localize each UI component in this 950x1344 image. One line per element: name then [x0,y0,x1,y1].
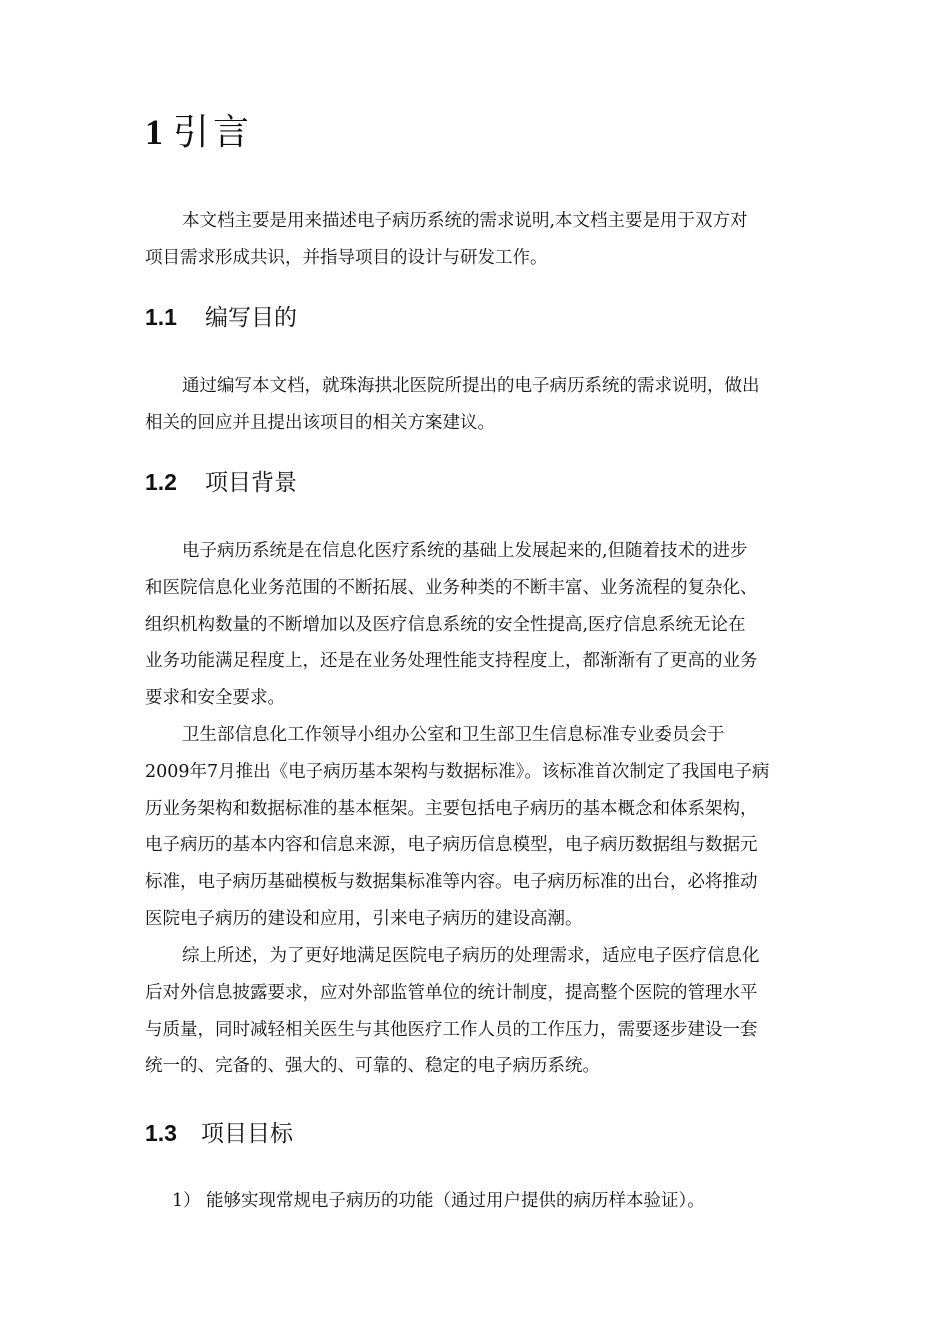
section-number: 1.1 [145,304,177,330]
text-line: 业务功能满足程度上，还是在业务处理性能支持程度上，都渐渐有了更高的业务 [145,651,758,672]
text-line: 统一的、完备的、强大的、可靠的、稳定的电子病历系统。 [145,1056,600,1077]
text-line: 相关的回应并且提出该项目的相关方案建议。 [145,412,495,433]
text-line: 标准，电子病历基础模板与数据集标准等内容。电子病历标准的出台，必将推动 [145,872,758,893]
section-heading-1-3 [145,1118,293,1149]
section-title: 编写目的 [205,305,297,331]
text-line: 本文档主要是用来描述电子病历系统的需求说明,本文档主要是用于双方对 [182,211,748,231]
text-line: 要求和安全要求。 [145,688,285,709]
list-marker: 1） [172,1191,201,1211]
text-line: 2009年7月推出《电子病历基本架构与数据标准》。该标准首次制定了我国电子病 [145,761,770,782]
chapter-number: 1 [145,112,163,152]
text-line: 电子病历系统是在信息化医疗系统的基础上发展起来的,但随着技术的进步 [182,541,748,561]
background-paragraph-1 [145,533,810,717]
section-number: 1.3 [145,1120,177,1146]
section-number: 1.2 [145,469,177,495]
goal-list-item [172,1186,705,1216]
section-title: 项目目标 [201,1121,293,1147]
text-line: 后对外信息披露要求，应对外部监管单位的统计制度，提高整个医院的管理水平 [145,982,758,1003]
section-title: 项目背景 [205,470,297,496]
chapter-title: 引言 [173,112,254,153]
text-line: 电子病历的基本内容和信息来源，电子病历信息模型，电子病历数据组与数据元 [145,835,758,856]
text-line: 通过编写本文档，就珠海拱北医院所提出的电子病历系统的需求说明，做出 [182,376,760,396]
list-item-text: 能够实现常规电子病历的功能（通过用户提供的病历样本验证）。 [206,1191,705,1211]
intro-paragraph [145,203,810,277]
section-heading-1-2 [145,467,297,498]
section-heading-1-1 [145,302,297,333]
background-paragraph-3 [145,938,810,1085]
text-line: 组织机构数量的不断增加以及医疗信息系统的安全性提高,医疗信息系统无论在 [145,614,746,635]
chapter-heading [145,108,253,157]
background-paragraph-2 [145,717,810,938]
text-line: 和医院信息化业务范围的不断拓展、业务种类的不断丰富、业务流程的复杂化、 [145,577,758,598]
text-line: 综上所述，为了更好地满足医院电子病历的处理需求，适应电子医疗信息化 [182,946,760,966]
text-line: 项目需求形成共识，并指导项目的设计与研发工作。 [145,247,548,268]
text-line: 医院电子病历的建设和应用，引来电子病历的建设高潮。 [145,908,583,929]
text-line: 卫生部信息化工作领导小组办公室和卫生部卫生信息标准专业委员会于 [182,725,725,745]
purpose-paragraph [145,368,810,442]
text-line: 与质量，同时减轻相关医生与其他医疗工作人员的工作压力，需要逐步建设一套 [145,1019,758,1040]
text-line: 历业务架构和数据标准的基本框架。主要包括电子病历的基本概念和体系架构， [145,798,758,819]
